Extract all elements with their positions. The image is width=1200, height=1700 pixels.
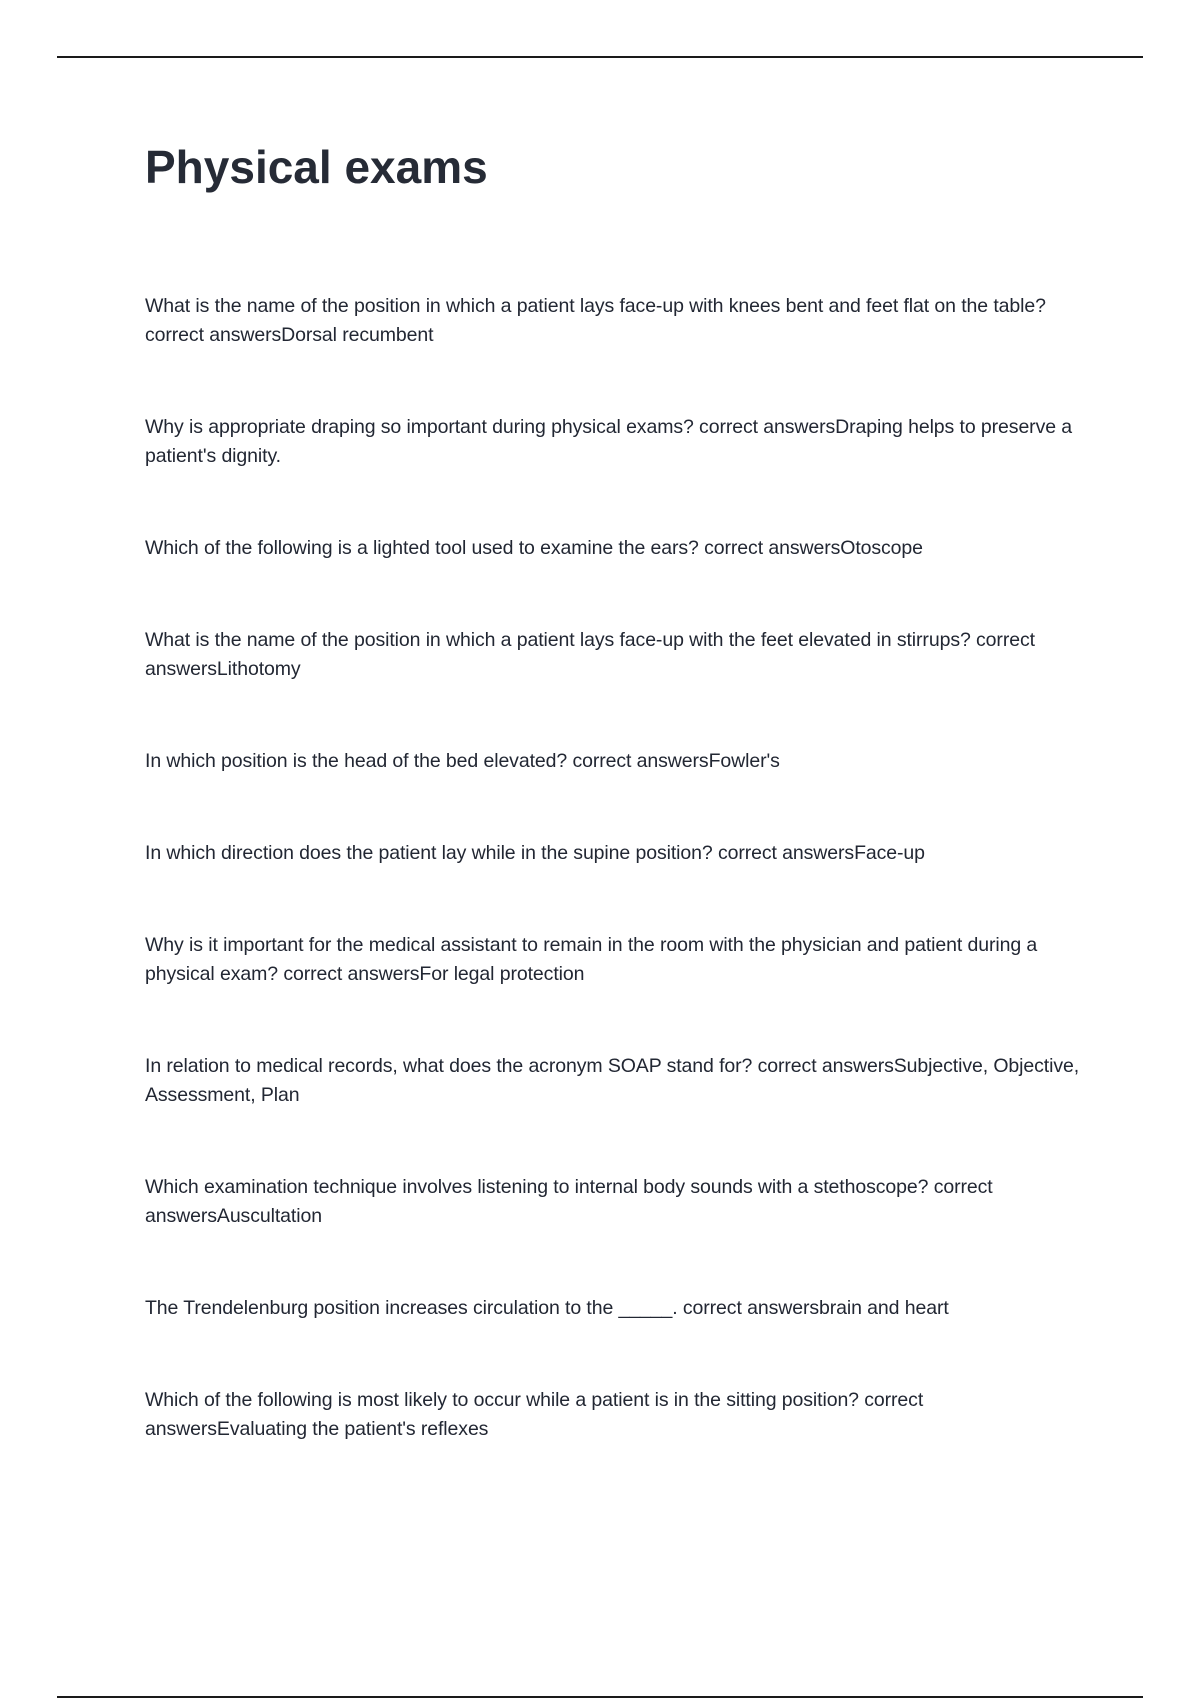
qa-item-10: The Trendelenburg position increases circulation to the _____. correct answersbrain and heart: [145, 1297, 949, 1319]
qa-item-6: In which direction does the patient lay while in the supine position? correct answersFace-up: [145, 842, 925, 864]
qa-item-8: In relation to medical records, what does the acronym SOAP stand for? correct answersSubjective, Objective, Assessment, Plan: [145, 1055, 1080, 1106]
qa-item-1: What is the name of the position in which a patient lays face-up with knees bent and feet flat on the table? correct answersDorsal recumbent: [145, 295, 1046, 346]
page-title: Physical exams: [145, 141, 488, 193]
qa-item-4: What is the name of the position in which a patient lays face-up with the feet elevated in stirrups? correct answersLithotomy: [145, 629, 1035, 680]
question-answer-list: [145, 292, 1090, 1507]
bottom-rule: [57, 1696, 1143, 1698]
qa-item-11: Which of the following is most likely to occur while a patient is in the sitting position? correct answersEvaluating the patient's reflexes: [145, 1389, 924, 1440]
qa-item-3: Which of the following is a lighted tool used to examine the ears? correct answersOtoscope: [145, 537, 923, 559]
qa-item-2: Why is appropriate draping so important during physical exams? correct answersDraping helps to preserve a patient's dignity.: [145, 416, 1073, 467]
qa-item-7: Why is it important for the medical assistant to remain in the room with the physician and patient during a physical exam? correct answersFor legal protection: [145, 934, 1038, 985]
qa-item-5: In which position is the head of the bed elevated? correct answersFowler's: [145, 750, 780, 772]
top-rule: [57, 56, 1143, 58]
qa-item-9: Which examination technique involves listening to internal body sounds with a stethoscope? correct answersAuscultation: [145, 1176, 993, 1227]
